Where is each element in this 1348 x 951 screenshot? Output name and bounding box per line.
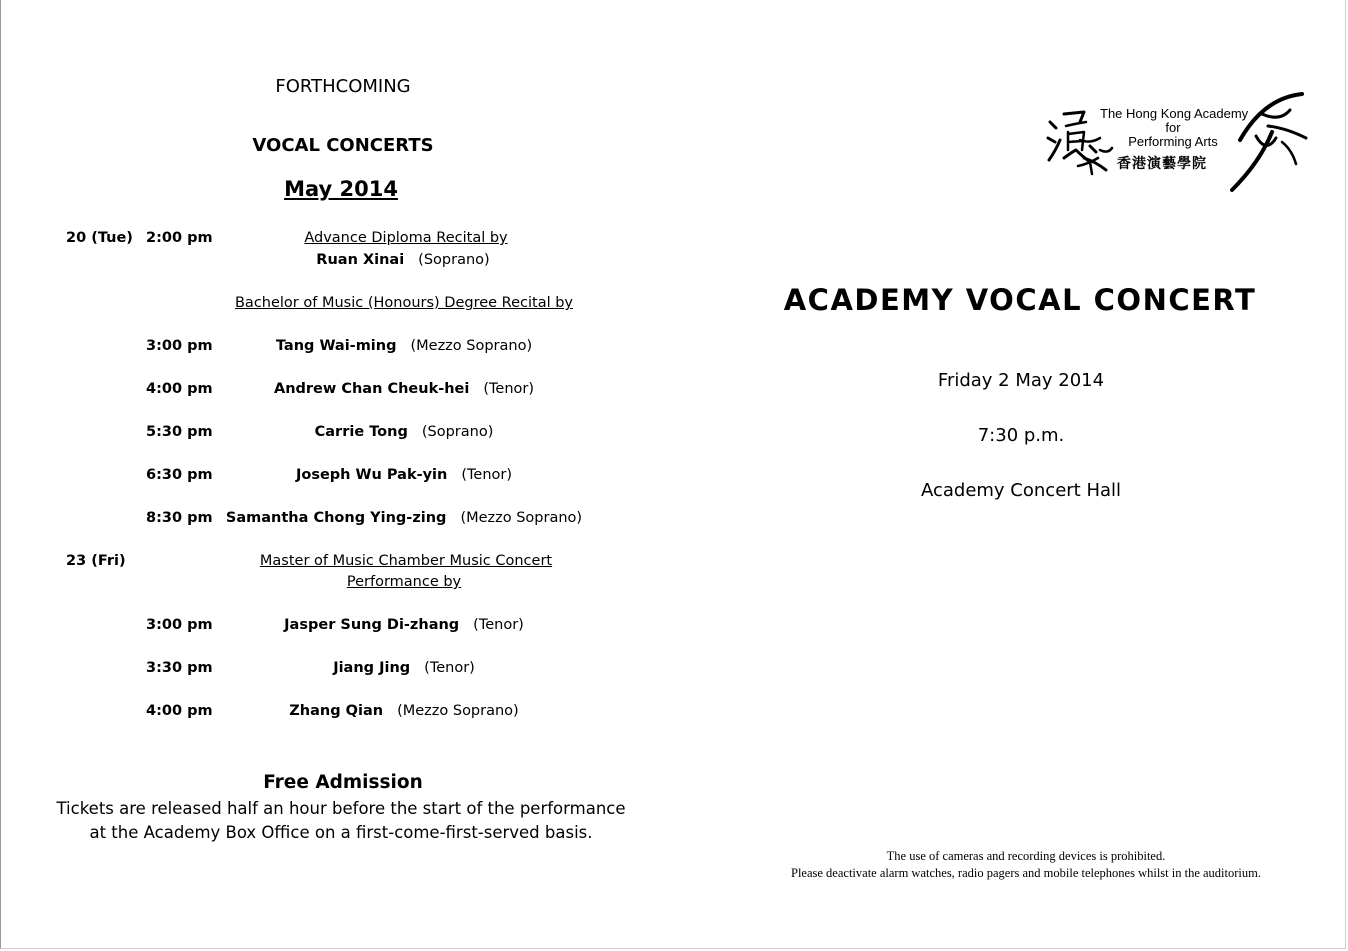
performer-line bbox=[226, 510, 582, 526]
free-admission-heading: Free Admission bbox=[263, 772, 423, 793]
month-heading: May 2014 bbox=[284, 177, 398, 201]
time-label: 3:30 pm bbox=[146, 660, 213, 676]
performer-line bbox=[333, 660, 475, 676]
tickets-info bbox=[56, 797, 625, 845]
voice-type: (Tenor) bbox=[461, 467, 513, 483]
notice-line: Please deactivate alarm watches, radio pagers and mobile telephones whilst in the auditorium. bbox=[791, 866, 1261, 880]
performer-line bbox=[274, 381, 534, 397]
heading-forthcoming: FORTHCOMING bbox=[275, 76, 411, 97]
auditorium-notice bbox=[791, 848, 1261, 882]
performer-name: Carrie Tong bbox=[314, 424, 408, 440]
tickets-line: Tickets are released half an hour before the start of the performance bbox=[56, 799, 626, 818]
performer-name: Zhang Qian bbox=[289, 703, 384, 719]
voice-type: (Mezzo Soprano) bbox=[410, 338, 533, 354]
logo-line: Performing Arts bbox=[1128, 134, 1218, 149]
time-label: 6:30 pm bbox=[146, 467, 213, 483]
performer-name: Andrew Chan Cheuk-hei bbox=[273, 381, 470, 397]
section-title-bmus: Bachelor of Music (Honours) Degree Recital by bbox=[234, 295, 574, 311]
performer-line bbox=[289, 703, 518, 719]
performer-line bbox=[315, 424, 494, 440]
concert-venue: Academy Concert Hall bbox=[920, 480, 1122, 501]
performer-line bbox=[284, 617, 524, 633]
performer-name: Tang Wai-ming bbox=[275, 338, 397, 354]
voice-type: (Tenor) bbox=[473, 617, 524, 633]
logo-chinese-name: 香港演藝學院 bbox=[1117, 156, 1207, 172]
performer-name: Joseph Wu Pak-yin bbox=[295, 467, 448, 483]
day-label-23: 23 (Fri) bbox=[66, 553, 126, 569]
voice-type: (Soprano) bbox=[418, 252, 490, 268]
voice-type: (Mezzo Soprano) bbox=[460, 510, 583, 526]
section-title-mmus: Master of Music Chamber Music Concert bbox=[259, 553, 553, 569]
performer-name: Jiang Jing bbox=[333, 660, 411, 676]
performer-name: Samantha Chong Ying-zing bbox=[225, 510, 447, 526]
voice-type: (Mezzo Soprano) bbox=[397, 703, 519, 719]
recital-title: Advance Diploma Recital by bbox=[304, 230, 508, 246]
performer-line bbox=[296, 467, 512, 483]
performer-name: Ruan Xinai bbox=[316, 252, 405, 268]
performer-line bbox=[316, 252, 489, 268]
tickets-line: at the Academy Box Office on a first-come-first-served basis. bbox=[89, 823, 593, 842]
time-label: 3:00 pm bbox=[146, 338, 213, 354]
time-label: 3:00 pm bbox=[146, 617, 213, 633]
notice-line: The use of cameras and recording devices is prohibited. bbox=[886, 849, 1166, 863]
performer-line bbox=[276, 338, 532, 354]
logo-line: The Hong Kong Academy bbox=[1100, 106, 1249, 121]
time-label: 4:00 pm bbox=[146, 381, 213, 397]
heading-vocal-concerts: VOCAL CONCERTS bbox=[252, 135, 434, 156]
section-title-mmus-2: Performance by bbox=[346, 574, 462, 590]
logo-line: for bbox=[1165, 120, 1181, 135]
concert-date: Friday 2 May 2014 bbox=[937, 370, 1105, 391]
time-label: 5:30 pm bbox=[146, 424, 213, 440]
time-label: 4:00 pm bbox=[146, 703, 213, 719]
day-label-20: 20 (Tue) bbox=[66, 230, 133, 246]
academy-logo bbox=[1044, 92, 1309, 194]
concert-title: ACADEMY VOCAL CONCERT bbox=[783, 283, 1257, 317]
concert-time: 7:30 p.m. bbox=[977, 425, 1065, 446]
time-label: 8:30 pm bbox=[146, 510, 213, 526]
performer-name: Jasper Sung Di-zhang bbox=[284, 617, 460, 633]
voice-type: (Tenor) bbox=[483, 381, 535, 397]
voice-type: (Tenor) bbox=[424, 660, 475, 676]
voice-type: (Soprano) bbox=[421, 424, 494, 440]
logo-english-name bbox=[1100, 106, 1249, 149]
time-label: 2:00 pm bbox=[146, 230, 213, 246]
